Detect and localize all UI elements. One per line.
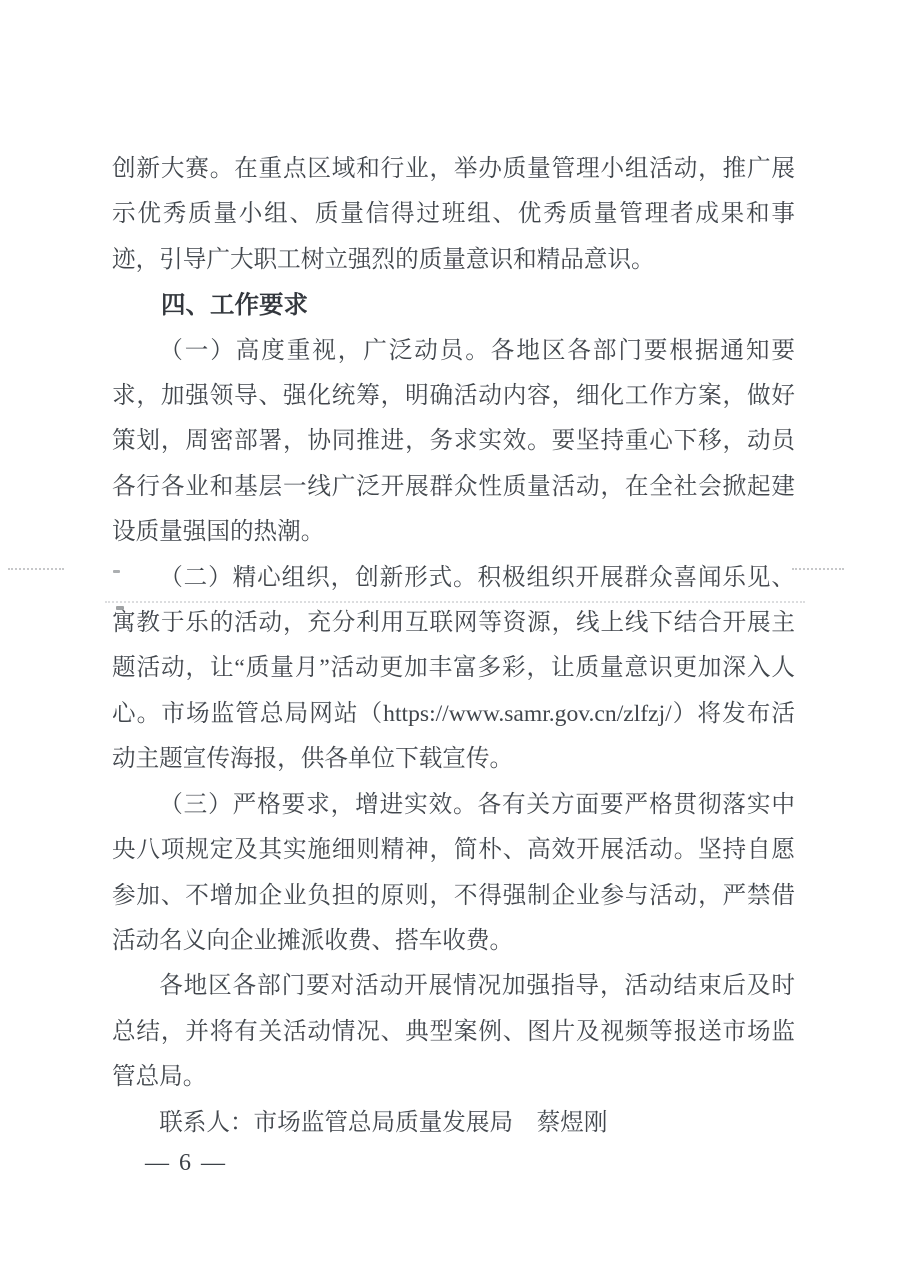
para-item-2: （二）精心组织，创新形式。积极组织开展群众喜闻乐见、寓教于乐的活动，充分利用互联网等资源，线上线下结合开展主题活动，让“质量月”活动更加丰富多彩，让质量意识更加深入人心。市场监管总局网站（https://www.samr.gov.cn/zlfzj/）将发布活动主题宣传海报，供各单位下载宣传。 <box>112 564 795 773</box>
para-item-1: （一）高度重视，广泛动员。各地区各部门要根据通知要求，加强领导、强化统筹，明确活动内容，细化工作方案，做好策划，周密部署，协同推进，务求实效。要坚持重心下移，动员各行各业和基层一线广泛开展群众性质量活动，在全社会掀起建设质量强国的热潮。 <box>112 337 795 546</box>
document-body <box>112 147 795 1146</box>
para-summary: 各地区各部门要对活动开展情况加强指导，活动结束后及时总结，并将有关活动情况、典型案例、图片及视频等报送市场监管总局。 <box>112 973 795 1091</box>
scan-artifact <box>792 568 844 570</box>
page-number: — 6 — <box>145 1150 227 1176</box>
contact-line: 联系人：市场监管总局质量发展局 蔡煜刚 <box>159 1109 608 1136</box>
section-heading-work-requirements: 四、工作要求 <box>161 292 308 320</box>
para-item-3: （三）严格要求，增进实效。各有关方面要严格贯彻落实中央八项规定及其实施细则精神，简朴、高效开展活动。坚持自愿参加、不增加企业负担的原则，不得强制企业参与活动，严禁借活动名义向企业摊派收费、搭车收费。 <box>112 791 795 954</box>
scan-artifact <box>8 568 64 570</box>
para-continuation: 创新大赛。在重点区域和行业，举办质量管理小组活动，推广展示优秀质量小组、质量信得过班组、优秀质量管理者成果和事迹，引导广大职工树立强烈的质量意识和精品意识。 <box>112 156 795 273</box>
